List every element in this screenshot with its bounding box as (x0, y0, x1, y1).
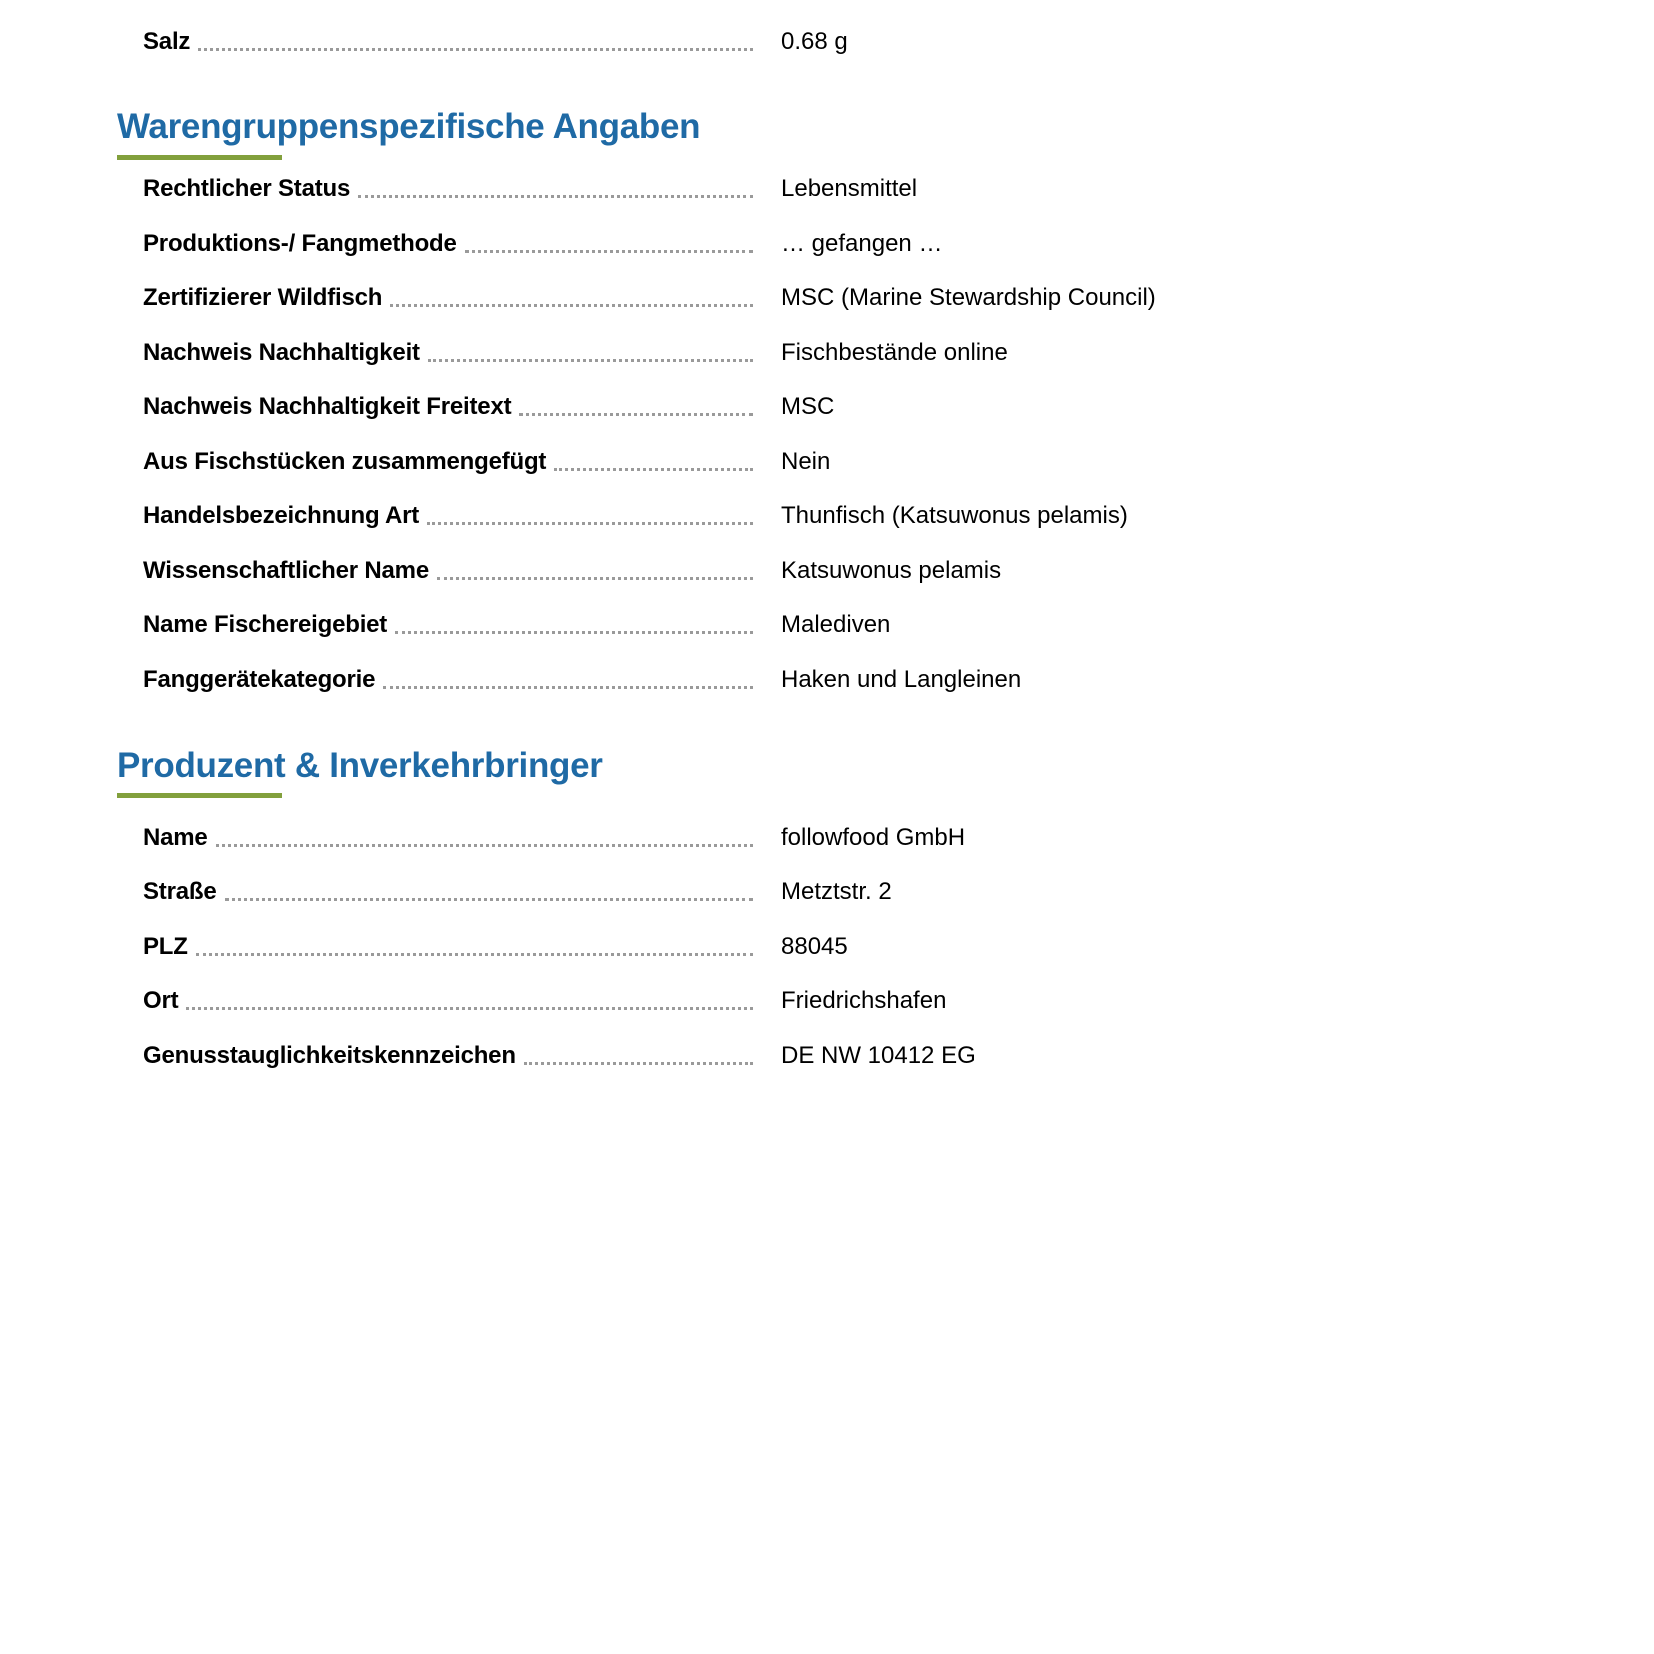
field-label: Fanggerätekategorie (143, 666, 376, 693)
field-label: PLZ (143, 933, 188, 960)
field-label: Zertifizierer Wildfisch (143, 284, 383, 311)
field-value: Lebensmittel (781, 175, 918, 202)
field-row (143, 872, 1443, 906)
field-row (143, 660, 1443, 694)
leader-dots (358, 195, 753, 198)
field-value: Malediven (781, 611, 891, 638)
leader-dots (196, 953, 753, 956)
field-label: Rechtlicher Status (143, 175, 351, 202)
field-row (143, 1036, 1443, 1070)
field-value: 88045 (781, 933, 848, 960)
field-row (143, 387, 1443, 421)
field-label: Name (143, 824, 208, 851)
field-row (143, 169, 1443, 203)
field-label: Aus Fischstücken zusammengefügt (143, 448, 547, 475)
field-label: Ort (143, 987, 179, 1014)
field-row (143, 927, 1443, 961)
field-value: Katsuwonus pelamis (781, 557, 1002, 584)
field-value: Fischbestände online (781, 339, 1008, 366)
field-value: 0.68 g (781, 28, 848, 55)
leader-dots (428, 359, 753, 362)
field-label: Nachweis Nachhaltigkeit Freitext (143, 393, 512, 420)
field-label: Salz (143, 28, 191, 55)
leader-dots (225, 898, 754, 901)
leader-dots (198, 48, 753, 51)
field-row (143, 605, 1443, 639)
leader-dots (395, 631, 753, 634)
field-row (143, 981, 1443, 1015)
field-label: Name Fischereigebiet (143, 611, 388, 638)
field-value: DE NW 10412 EG (781, 1042, 976, 1069)
field-value: Nein (781, 448, 831, 475)
section-title-underline (117, 155, 282, 160)
field-value: Friedrichshafen (781, 987, 947, 1014)
field-row (143, 551, 1443, 585)
leader-dots (554, 468, 753, 471)
field-value: Thunfisch (Katsuwonus pelamis) (781, 502, 1128, 529)
leader-dots (465, 250, 753, 253)
field-row-salz (143, 22, 1443, 56)
field-label: Genusstauglichkeitskennzeichen (143, 1042, 516, 1069)
field-value: Metztstr. 2 (781, 878, 892, 905)
field-row (143, 333, 1443, 367)
leader-dots (427, 522, 753, 525)
field-row (143, 278, 1443, 312)
leader-dots (390, 304, 753, 307)
leader-dots (524, 1062, 753, 1065)
field-value: … gefangen … (781, 230, 943, 257)
field-label: Handelsbezeichnung Art (143, 502, 420, 529)
field-value: followfood GmbH (781, 824, 966, 851)
field-label: Nachweis Nachhaltigkeit (143, 339, 420, 366)
field-value: Haken und Langleinen (781, 666, 1022, 693)
field-label: Straße (143, 878, 217, 905)
leader-dots (186, 1007, 753, 1010)
field-row (143, 496, 1443, 530)
leader-dots (519, 413, 753, 416)
section-title-produzent: Produzent & Inverkehrbringer (117, 746, 603, 785)
field-value: MSC (781, 393, 835, 420)
field-label: Produktions-/ Fangmethode (143, 230, 457, 257)
leader-dots (216, 844, 753, 847)
field-value: MSC (Marine Stewardship Council) (781, 284, 1156, 311)
section-title-warengruppe: Warengruppenspezifische Angaben (117, 107, 701, 146)
field-row (143, 442, 1443, 476)
leader-dots (437, 577, 753, 580)
field-row (143, 818, 1443, 852)
field-label: Wissenschaftlicher Name (143, 557, 429, 584)
field-row (143, 224, 1443, 258)
leader-dots (383, 686, 753, 689)
section-title-underline (117, 793, 282, 798)
